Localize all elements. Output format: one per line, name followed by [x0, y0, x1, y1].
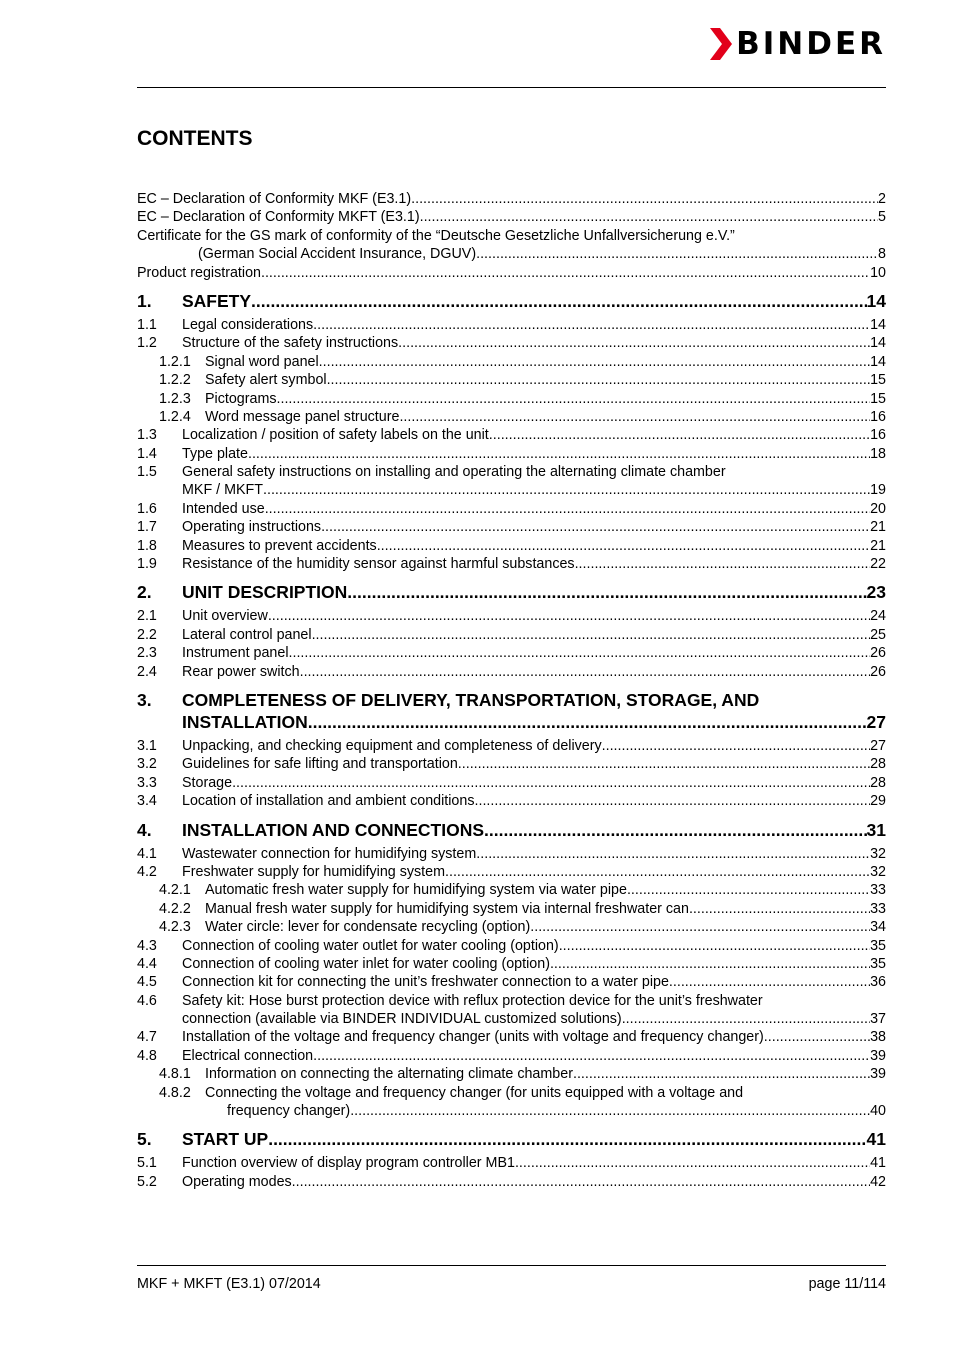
toc-chapter-number: 2. [137, 582, 152, 603]
toc-entry[interactable] [137, 518, 886, 536]
toc-entry-title: Function overview of display program controller MB1 [182, 1155, 515, 1172]
toc-entry-page: 15 [870, 372, 886, 389]
toc-entry-title: Connection of cooling water inlet for water cooling (option) [182, 955, 550, 972]
toc-leader-dots [398, 334, 870, 352]
toc-chapter-number: 4. [137, 819, 152, 840]
toc-entry[interactable] [137, 755, 886, 773]
toc-entry-page: 14 [870, 353, 886, 370]
footer-page-number: page 11/114 [808, 1276, 886, 1292]
toc-entry-page: 8 [878, 246, 886, 263]
binder-logo [710, 25, 886, 62]
toc-entry-number: 1.2.3 [159, 390, 191, 407]
toc-entry-page: 25 [870, 626, 886, 643]
toc-entry[interactable] [137, 1028, 886, 1046]
toc-leader-dots [530, 918, 870, 936]
toc-entry-number: 1.4 [137, 445, 157, 462]
toc-entry[interactable] [137, 481, 886, 499]
toc-entry[interactable] [137, 644, 886, 662]
toc-entry-page: 32 [870, 845, 886, 862]
toc-entry-page: 37 [870, 1011, 886, 1028]
toc-entry-title: connection (available via BINDER INDIVIDUAL customized solutions) [182, 1011, 622, 1028]
toc-entry[interactable] [137, 190, 886, 208]
toc-entry-page: 40 [870, 1103, 886, 1120]
toc-entry[interactable] [137, 245, 886, 263]
toc-chapter[interactable] [137, 711, 886, 733]
toc-entry-title: Connection of cooling water outlet for water cooling (option) [182, 937, 559, 954]
toc-leader-dots [321, 518, 870, 536]
toc-entry[interactable] [137, 1173, 886, 1191]
toc-chapter-title: SAFETY [182, 290, 252, 311]
toc-entry-title: Pictograms [205, 390, 277, 407]
toc-entry[interactable] [137, 264, 886, 282]
toc-entry[interactable] [137, 937, 886, 955]
toc-entry-number: 1.2.2 [159, 372, 191, 389]
toc-entry-number: 4.2.3 [159, 919, 191, 936]
toc-entry-number: 2.3 [137, 645, 157, 662]
toc-leader-dots [277, 390, 871, 408]
toc-entry-page: 22 [870, 556, 886, 573]
toc-entry-title: Word message panel structure [205, 408, 400, 425]
toc-entry-page: 39 [870, 1066, 886, 1083]
toc-entry-title: Resistance of the humidity sensor against harmful substances [182, 556, 575, 573]
toc-chapter-heading-line [137, 689, 886, 711]
toc-leader-dots [313, 316, 870, 334]
toc-entry[interactable] [137, 426, 886, 444]
toc-entry-title: Storage [182, 774, 233, 791]
toc-entry-page: 19 [870, 482, 886, 499]
toc-chapter-page: 31 [866, 819, 886, 840]
toc-entry-number: 1.9 [137, 556, 157, 573]
toc-entry-line: Certificate for the GS mark of conformity of the “Deutsche Gesetzliche Unfallversicherung e.V.” [137, 227, 735, 244]
toc-leader-dots [476, 245, 878, 263]
toc-entry-title: Operating instructions [182, 519, 322, 536]
toc-entry-title: Measures to prevent accidents [182, 537, 377, 554]
footer-rule [137, 1265, 886, 1266]
toc-entry-page: 5 [878, 209, 886, 226]
toc-entry-title: Electrical connection [182, 1047, 314, 1064]
toc-entry[interactable] [137, 500, 886, 518]
toc-entry-page: 28 [870, 756, 886, 773]
toc-entry-title: (German Social Accident Insurance, DGUV) [198, 246, 477, 263]
toc-leader-dots [248, 445, 870, 463]
toc-entry-page: 29 [870, 793, 886, 810]
toc-leader-dots [627, 881, 870, 899]
toc-entry[interactable] [137, 881, 886, 899]
toc-chapter[interactable] [137, 581, 886, 603]
toc-leader-dots [312, 626, 871, 644]
toc-chapter-title: INSTALLATION AND CONNECTIONS [182, 819, 485, 840]
toc-entry-title: Safety kit: Hose burst protection device with reflux protection device for the unit’s freshwater [182, 992, 763, 1009]
toc-entry-page: 16 [870, 427, 886, 444]
toc-entry-line [137, 1084, 886, 1102]
toc-entry-title: Lateral control panel [182, 626, 312, 643]
toc-entry[interactable] [137, 774, 886, 792]
toc-entry-title: Rear power switch [182, 663, 300, 680]
toc-entry-page: 41 [870, 1155, 886, 1172]
toc-entry-title: Water circle: lever for condensate recycling (option) [205, 919, 531, 936]
toc-leader-dots [575, 555, 871, 573]
toc-entry[interactable] [137, 863, 886, 881]
toc-entry[interactable] [137, 1065, 886, 1083]
toc-chapter-number: 1. [137, 290, 152, 311]
toc-entry-page: 24 [870, 608, 886, 625]
toc-entry-number: 4.2.1 [159, 882, 191, 899]
toc-entry-page: 20 [870, 500, 886, 517]
toc-entry-number: 2.4 [137, 663, 157, 680]
toc-chapter[interactable] [137, 819, 886, 841]
toc-entry-title: EC – Declaration of Conformity MKF (E3.1) [137, 191, 412, 207]
toc-entry-number: 2.1 [137, 608, 157, 625]
toc-chapter-page: 23 [866, 582, 886, 603]
toc-leader-dots [347, 581, 866, 603]
toc-entry-page: 42 [870, 1173, 886, 1190]
toc-entry-page: 32 [870, 863, 886, 880]
toc-entry-number: 1.2 [137, 335, 157, 352]
toc-entry-title: General safety instructions on installing and operating the alternating climate chamber [182, 464, 726, 481]
toc-chapter-page: 27 [866, 711, 886, 732]
toc-leader-dots [300, 663, 871, 681]
toc-chapter-title: COMPLETENESS OF DELIVERY, TRANSPORTATION, STORAGE, AND [182, 689, 760, 710]
toc-entry-page: 21 [870, 537, 886, 554]
toc-leader-dots [265, 500, 870, 518]
toc-leader-dots [489, 426, 870, 444]
logo-text: BINDER [736, 25, 886, 62]
toc-entry-number: 4.7 [137, 1029, 157, 1046]
toc-entry-title: Automatic fresh water supply for humidifying system via water pipe [205, 882, 627, 899]
toc-chapter-page: 41 [866, 1129, 886, 1150]
toc-entry-title: Localization / position of safety labels on the unit [182, 427, 489, 444]
toc-entry-page: 35 [870, 937, 886, 954]
toc-entry[interactable] [137, 1154, 886, 1172]
header-rule [137, 87, 886, 88]
toc-leader-dots [313, 1047, 870, 1065]
toc-entry-page: 2 [878, 191, 886, 207]
toc-entry-title: Product registration [137, 264, 261, 281]
toc-entry-title: Information on connecting the alternating climate chamber [205, 1066, 573, 1083]
toc-entry-page: 16 [870, 408, 886, 425]
toc-entry[interactable] [137, 537, 886, 555]
toc-entry-title: Guidelines for safe lifting and transportation [182, 756, 458, 773]
toc-entry-number: 4.6 [137, 992, 157, 1009]
toc-chapter-title: UNIT DESCRIPTION [182, 582, 348, 603]
toc-leader-dots [573, 1065, 870, 1083]
toc-entry-page: 36 [870, 974, 886, 991]
toc-entry[interactable] [137, 316, 886, 334]
toc-entry-page: 21 [870, 519, 886, 536]
toc-entry-title: Location of installation and ambient conditions [182, 793, 475, 810]
toc-entry-number: 4.5 [137, 974, 157, 991]
toc-entry-page: 18 [870, 445, 886, 462]
toc-entry[interactable] [137, 1047, 886, 1065]
toc-leader-dots [420, 208, 878, 226]
toc-entry-page: 34 [870, 919, 886, 936]
toc-entry-number: 4.2 [137, 863, 157, 880]
toc-entry-number: 2.2 [137, 626, 157, 643]
toc-leader-dots [475, 792, 871, 810]
toc-entry-title: Unit overview [182, 608, 268, 625]
toc-entry-title: Wastewater connection for humidifying system [182, 845, 477, 862]
toc-entry-title: Connection kit for connecting the unit’s freshwater connection to a water pipe [182, 974, 669, 991]
toc-entry-page: 14 [870, 335, 886, 352]
toc-leader-dots [350, 1102, 870, 1120]
toc-entry-number: 1.8 [137, 537, 157, 554]
toc-entry-number: 1.6 [137, 500, 157, 517]
toc-entry-page: 38 [870, 1029, 886, 1046]
toc-entry-number: 3.4 [137, 793, 157, 810]
toc-entry-number: 1.2.1 [159, 353, 191, 370]
toc-leader-dots [261, 264, 870, 282]
toc-entry-page: 39 [870, 1047, 886, 1064]
toc-leader-dots [411, 190, 878, 208]
toc-entry-number: 5.2 [137, 1173, 157, 1190]
toc-entry-number: 5.1 [137, 1155, 157, 1172]
toc-entry[interactable] [137, 334, 886, 352]
toc-leader-dots [515, 1154, 870, 1172]
toc-entry-page: 27 [870, 737, 886, 754]
toc-entry-line [137, 463, 886, 481]
toc-entry-line [137, 992, 886, 1010]
toc-leader-dots [484, 819, 867, 841]
toc-entry[interactable] [137, 845, 886, 863]
toc-entry-number: 4.8 [137, 1047, 157, 1064]
toc-leader-dots [602, 737, 870, 755]
toc-entry-title: Freshwater supply for humidifying system [182, 863, 445, 880]
toc-entry-title: MKF / MKFT [182, 482, 264, 499]
toc-entry-title: Legal considerations [182, 316, 314, 333]
toc-entry-number: 4.8.2 [159, 1084, 191, 1101]
toc-leader-dots [251, 290, 866, 312]
toc-chapter-number: 5. [137, 1129, 152, 1150]
toc-entry-title: Type plate [182, 445, 248, 462]
toc-entry-page: 26 [870, 645, 886, 662]
toc-entry-page: 33 [870, 900, 886, 917]
toc-leader-dots [669, 973, 870, 991]
toc-entry-page: 15 [870, 390, 886, 407]
toc-chapter[interactable] [137, 290, 886, 312]
toc-entry-title: Unpacking, and checking equipment and completeness of delivery [182, 737, 602, 754]
footer-document-id: MKF + MKFT (E3.1) 07/2014 [137, 1276, 321, 1292]
toc-leader-dots [458, 755, 870, 773]
toc-leader-dots [289, 644, 871, 662]
toc-entry[interactable] [137, 555, 886, 573]
toc-entry-title: Operating modes [182, 1173, 292, 1190]
toc-entry[interactable] [137, 918, 886, 936]
toc-entry[interactable] [137, 208, 886, 226]
toc-leader-dots [308, 711, 867, 733]
toc-chapter-page: 14 [866, 290, 886, 311]
toc-leader-dots [377, 537, 870, 555]
toc-leader-dots [268, 607, 870, 625]
toc-entry-title: Instrument panel [182, 645, 289, 662]
toc-entry-page: 10 [870, 264, 886, 281]
toc-entry[interactable] [137, 955, 886, 973]
toc-entry[interactable] [137, 900, 886, 918]
toc-leader-dots [263, 481, 870, 499]
toc-entry[interactable] [137, 1102, 886, 1120]
toc-entry[interactable] [137, 973, 886, 991]
toc-leader-dots [559, 937, 870, 955]
toc-entry-number: 1.3 [137, 427, 157, 444]
toc-leader-dots [399, 408, 870, 426]
binder-logo-arrow-icon [710, 28, 732, 60]
toc-entry-page: 26 [870, 663, 886, 680]
toc-entry-number: 4.2.2 [159, 900, 191, 917]
toc-entry-number: 1.7 [137, 519, 157, 536]
toc-leader-dots [445, 863, 870, 881]
toc-entry[interactable] [137, 737, 886, 755]
toc-leader-dots [232, 774, 870, 792]
toc-chapter-title: INSTALLATION [182, 711, 308, 732]
toc-entry-number: 1.5 [137, 464, 157, 481]
toc-entry[interactable] [137, 626, 886, 644]
toc-leader-dots [550, 955, 870, 973]
toc-entry[interactable] [137, 607, 886, 625]
toc-entry-number: 1.2.4 [159, 408, 191, 425]
toc-entry-number: 1.1 [137, 316, 157, 333]
toc-chapter-title: START UP [182, 1129, 269, 1150]
toc-entry-title: Signal word panel [205, 353, 319, 370]
toc-leader-dots [327, 371, 871, 389]
toc-leader-dots [476, 845, 870, 863]
toc-entry[interactable] [137, 663, 886, 681]
toc-entry[interactable] [137, 1010, 886, 1028]
toc-entry-number: 4.8.1 [159, 1066, 191, 1083]
toc-entry[interactable] [137, 445, 886, 463]
toc-entry-page: 33 [870, 882, 886, 899]
toc-entry-number: 4.4 [137, 955, 157, 972]
toc-entry-number: 4.3 [137, 937, 157, 954]
toc-leader-dots [689, 900, 870, 918]
toc-entry-title: Installation of the voltage and frequency changer (units with voltage and frequency changer) [182, 1029, 764, 1046]
toc-entry-title: EC – Declaration of Conformity MKFT (E3.1) [137, 209, 420, 226]
toc-entry-title: frequency changer) [227, 1103, 351, 1120]
toc-entry-title: Intended use [182, 500, 265, 517]
toc-entry-page: 35 [870, 955, 886, 972]
toc-entry[interactable] [137, 390, 886, 408]
toc-entry-number: 4.1 [137, 845, 157, 862]
toc-leader-dots [292, 1173, 870, 1191]
toc-chapter-number: 3. [137, 689, 152, 710]
toc-entry[interactable] [137, 353, 886, 371]
table-of-contents [137, 190, 886, 1191]
toc-entry-title: Connecting the voltage and frequency changer (for units equipped with a voltage and [205, 1084, 744, 1101]
toc-entry[interactable] [137, 792, 886, 810]
toc-entry[interactable] [137, 371, 886, 389]
toc-chapter[interactable] [137, 1128, 886, 1150]
toc-entry-page: 14 [870, 316, 886, 333]
page-title: CONTENTS [137, 127, 253, 150]
toc-entry-title: Safety alert symbol [205, 372, 327, 389]
toc-entry-number: 3.2 [137, 756, 157, 773]
toc-entry-number: 3.1 [137, 737, 157, 754]
toc-entry-title: Manual fresh water supply for humidifying system via internal freshwater can [205, 900, 689, 917]
toc-entry-number: 3.3 [137, 774, 157, 791]
toc-entry[interactable] [137, 408, 886, 426]
toc-leader-dots [319, 353, 870, 371]
toc-entry-title: Structure of the safety instructions [182, 335, 399, 352]
toc-leader-dots [764, 1028, 870, 1046]
toc-leader-dots [268, 1128, 866, 1150]
toc-entry-page: 28 [870, 774, 886, 791]
toc-leader-dots [622, 1010, 870, 1028]
